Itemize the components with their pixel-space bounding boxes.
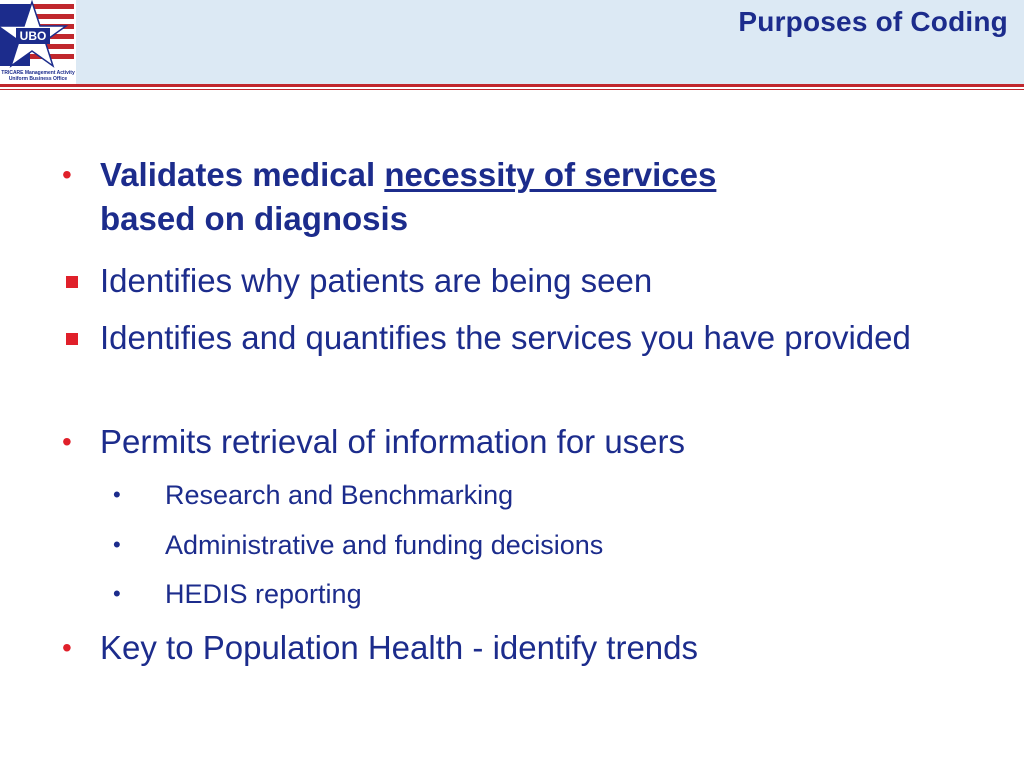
sub-item-2-marker-icon: • xyxy=(113,532,121,557)
bullet-5: Key to Population Health - identify trends xyxy=(100,629,699,666)
logo-caption-line-1: TRICARE Management Activity xyxy=(1,70,75,76)
sub-item-1-marker-icon: • xyxy=(113,482,121,507)
sub-item-3-marker-icon: • xyxy=(113,581,121,606)
bullet-1-text-before: Validates medical xyxy=(100,156,385,193)
slide-title: Purposes of Coding xyxy=(738,6,1008,37)
bullet-5-marker-icon: • xyxy=(62,632,72,663)
bullet-3: Identifies and quantifies the services you have provided xyxy=(100,319,911,356)
bullet-1-marker-icon: • xyxy=(62,159,72,190)
sub-item-1: Research and Benchmarking xyxy=(165,480,514,510)
bullet-2: Identifies why patients are being seen xyxy=(100,262,653,299)
sub-item-2: Administrative and funding decisions xyxy=(165,530,604,560)
bullet-1 xyxy=(100,153,980,241)
bullet-1-text-after: based on diagnosis xyxy=(100,200,409,237)
bullet-1-text-underlined: necessity of services xyxy=(384,156,717,193)
logo-caption-line-2: Uniform Business Office xyxy=(8,76,68,82)
bullet-4-marker-icon: • xyxy=(62,426,72,457)
bullet-2-square-marker-icon xyxy=(66,276,78,288)
logo-ubo-text: UBO xyxy=(19,29,47,43)
bullet-4: Permits retrieval of information for users xyxy=(100,423,686,460)
bullet-3-square-marker-icon xyxy=(66,333,78,345)
sub-item-3: HEDIS reporting xyxy=(165,579,362,609)
